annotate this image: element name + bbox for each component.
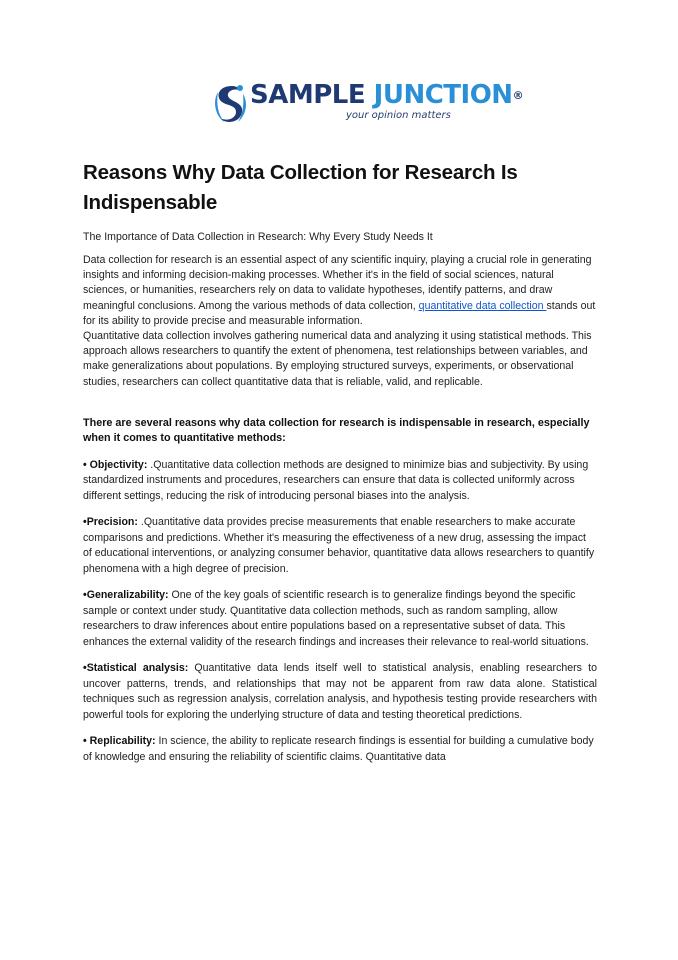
reason-label: • Replicability:: [83, 735, 159, 748]
registered-mark: ®: [512, 89, 524, 102]
brand-word-junction: JUNCTION: [373, 80, 513, 110]
intro-text-end: stands out for its ability to provide precise and measurable information.: [83, 299, 596, 327]
brand-wordmark: [250, 80, 523, 110]
reason-objectivity: [83, 458, 597, 505]
reason-text: In science, the ability to replicate research findings is essential for building a cumulative body of knowledge and ensuring the reliability of scientific claims. Quantitative data: [83, 735, 594, 763]
brand-tagline: your opinion matters: [346, 110, 451, 121]
reason-text: .Quantitative data collection methods are designed to minimize bias and subjectivity. By using standardized instruments and procedures, researchers can ensure that data is collected uniformly across different settings, reducing the risk of introducing personal biases into the analysis.: [83, 458, 589, 502]
article-subtitle: The Importance of Data Collection in Research: Why Every Study Needs It: [83, 231, 433, 243]
reasons-lead: There are several reasons why data collection for research is indispensable in research, especially when it comes to quantitative methods:: [83, 416, 590, 445]
reason-label: •Generalizability:: [83, 589, 172, 602]
brand-word-sample: SAMPLE: [250, 80, 374, 110]
quantitative-paragraph: Quantitative data collection involves gathering numerical data and analyzing it using statistical methods. This approach allows researchers to quantify the extent of phenomena, test relationships between variables, and make generalizations about populations. By employing structured surveys, experiments, or observational studies, researchers can collect quantitative data that is reliable, valid, and replicable.: [83, 330, 592, 388]
reason-text: One of the key goals of scientific research is to generalize findings beyond the specific sample or context under study. Quantitative data collection methods, such as random sampling, allow researchers to draw inferences about entire populations based on a representative subset of data. This enhances the external validity of the research findings and increases their relevance to real-world situations.: [83, 589, 589, 648]
reason-replicability: [83, 734, 597, 765]
article-title: Reasons Why Data Collection for Research Is Indispensable: [83, 161, 518, 214]
quantitative-data-collection-link[interactable]: quantitative data collection: [418, 299, 547, 312]
reason-text: Quantitative data lends itself well to statistical analysis, enabling researchers to uncover patterns, trends, and relationships that may not be apparent from raw data alone. Statistical techniques such as regression analysis, correlation analysis, and hypothesis testing provide researchers with powerful tools for exploring the underlying structure of data and testing theoretical predictions.: [83, 662, 597, 721]
reason-label: •Precision:: [83, 516, 141, 529]
brand-swirl-icon: [210, 82, 250, 126]
reason-precision: [83, 515, 597, 577]
article-body: [83, 158, 597, 765]
intro-text-start: Data collection for research is an essential aspect of any scientific inquiry, playing a crucial role in generating insights and informing decision-making processes. Whether it's in the field of social sciences, natural sciences, or humanities, researchers rely on data to validate hypotheses, identify patterns, and draw meaningful conclusions. Among the various methods of data collection,: [83, 254, 592, 312]
sample-junction-logo: [210, 80, 524, 128]
reason-text: .Quantitative data provides precise measurements that enable researchers to make accurate comparisons and predictions. Whether it's measuring the effectiveness of a new drug, assessing the impact of educational interventions, or analyzing consumer behavior, quantitative data allows researchers to quantify phenomena with a high degree of precision.: [83, 516, 595, 575]
reason-statistical-analysis: [83, 661, 597, 723]
reason-generalizability: [83, 588, 597, 650]
intro-paragraph: [83, 253, 597, 329]
reason-label: •Statistical analysis:: [83, 662, 195, 675]
reason-label: • Objectivity:: [83, 458, 151, 471]
